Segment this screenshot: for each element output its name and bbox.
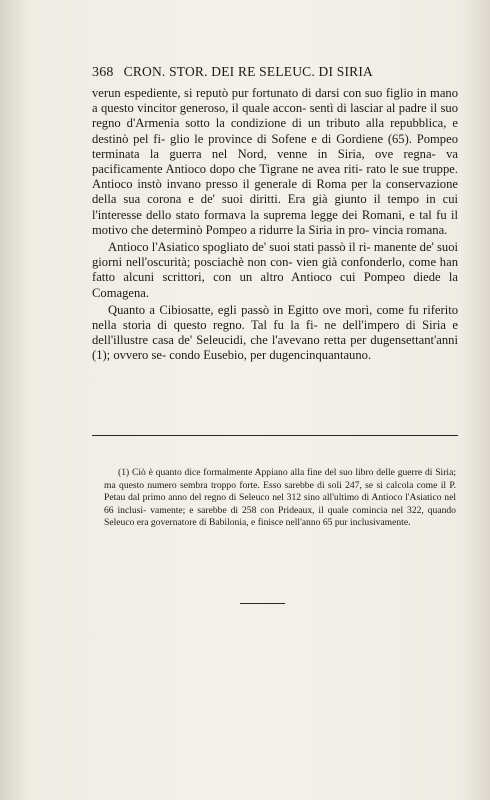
text-line: va pacificamente Antioco dopo che Tigrane ne avea riti- [92,146,458,177]
text-line: che l'avevano retta per dugensettant'anni (1); ovvero se- [92,333,458,363]
footnote-line: (1) Ciò è quanto dice formalmente Appiano alla fine del suo libro [118,467,374,478]
text-line: Quanto a Cibiosatte, egli passò in Egitto ove morì, [108,302,373,317]
text-line: condizione di un tributo alla repubblica, e destinò pel fi- [92,116,458,146]
body-text [92,86,458,364]
text-line: Antioco l'Asiatico spogliato de' suoi stati passò il ri- [108,240,371,255]
text-line: un altro Antioco cui Pompeo diede la Comagena. [92,270,458,300]
footnote-line: di soli 247, se si calcola come il P. Petau dal primo anno del regno [104,479,457,504]
footnote-1 [104,467,456,530]
text-line: vincia romana. [372,222,448,237]
text-line: manente de' suoi giorni nell'oscurità; posciachè non con- [92,240,458,270]
text-line: stato formava la suprema legge dei Romani, e tal fu il [175,207,458,222]
text-line: motivo che determinò Pompeo a ridurre la Siria in pro- [92,222,370,237]
text-line: vien già confonderlo, come han fatto alcuni scrittori, con [92,255,458,285]
paragraph-1 [92,86,458,238]
paragraph-3 [92,303,458,364]
text-line: di Roma per la conservazione della sua corona e de' suoi [92,177,458,207]
text-line: diritti. Era già giunto il tempo in cui l'interesse dello [92,192,458,222]
footnote-line: vamente; e sarebbe di 258 con Prideaux, il quale comincia nel 322, [150,504,424,516]
footnote-line: di Seleuco nel 312 sino all'ultimo di Antioco l'Asiatico nel 66 inclusi- [104,492,456,516]
text-line: ne dell'impero di Siria e dell'illustre casa de' Seleucidi, [92,318,458,348]
end-rule [240,603,285,604]
running-title: CRON. STOR. DEI RE SELEUC. DI SIRIA [123,64,373,79]
text-line: verun espediente, si reputò pur fortunato di darsi con suo [92,86,383,100]
footnote-line: quando Seleuco era governatore di Babilonia, e finisce nell'anno 65 pur [104,504,456,529]
text-line: figlio in mano a questo vincitor generoso, il quale accon- [92,86,458,116]
footnote-separator-rule [92,435,458,436]
page-header [92,64,462,81]
text-line: glio le province di Sofene e di Gordiene (65). Pompeo [169,131,458,146]
text-line: terminata la guerra nel Nord, venne in Siria, ove regna- [92,146,436,161]
text-line: sentì di lasciar al padre il suo regno d'Armenia sotto la [92,101,459,131]
paragraph-2 [92,240,458,301]
text-line: condo Eusebio, per dugencinquantauno. [169,348,372,363]
footnote-line: inclusivamente. [350,517,411,529]
footnote-line: delle guerre di Siria; ma questo numero sembra troppo forte. Esso sarebbe [104,467,457,491]
text-line: come fu riferito nella storia di questo regno. Tal fu la fi- [92,302,458,333]
page-number: 368 [92,65,114,80]
text-line: rato le sue truppe. Antioco instò invano presso il generale [92,162,458,192]
footnote [104,467,456,530]
